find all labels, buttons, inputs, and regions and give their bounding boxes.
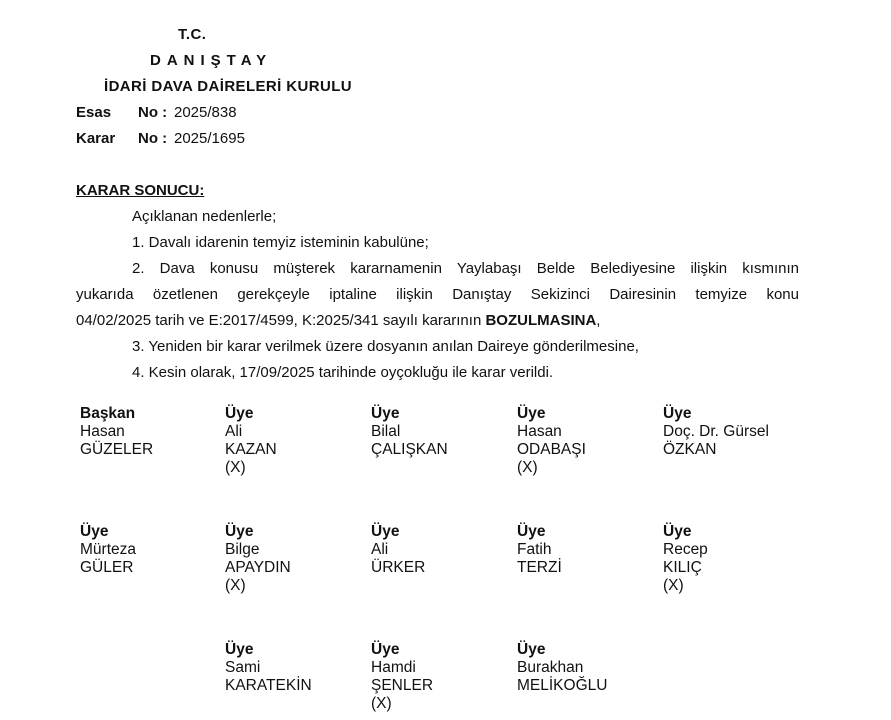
signature-last-name: ÜRKER	[371, 559, 426, 576]
signature-7	[371, 523, 425, 577]
result-heading: KARAR SONUCU:	[76, 182, 205, 199]
signature-10	[225, 641, 312, 695]
signature-last-name: ODABAŞI	[517, 441, 586, 458]
result-item-2-line-3: 04/02/2025 tarih ve E:2017/4599, K:2025/341 sayılı kararının BOZULMASINA,	[76, 312, 601, 329]
signature-5	[80, 523, 136, 577]
signature-role: Üye	[225, 641, 254, 658]
dissent-mark: (X)	[371, 695, 392, 712]
signature-last-name: MELİKOĞLU	[517, 677, 608, 694]
signature-last-name: APAYDIN	[225, 559, 291, 576]
signature-0	[80, 405, 153, 459]
dissent-mark: (X)	[517, 459, 538, 476]
header-court-name: DANIŞTAY	[150, 52, 273, 69]
result-item-4: 4. Kesin olarak, 17/09/2025 tarihinde oyçokluğu ile karar verildi.	[132, 364, 554, 381]
result-item-2-line-1: 2. Dava konusu müşterek kararnamenin Yaylabaşı Belde Belediyesine ilişkin kısmının	[132, 260, 799, 277]
signature-last-name: KAZAN	[225, 441, 277, 458]
karar-label: Karar	[76, 130, 116, 147]
dissent-mark: (X)	[225, 459, 246, 476]
dissent-mark: (X)	[225, 577, 246, 594]
karar-number: 2025/1695	[174, 130, 245, 147]
signature-first-name: Fatih	[517, 541, 552, 558]
signature-role: Üye	[663, 523, 692, 540]
signature-9	[663, 523, 708, 595]
signature-8	[517, 523, 562, 577]
signature-role: Üye	[371, 523, 400, 540]
esas-no-label: No :	[138, 104, 168, 121]
signature-role: Başkan	[80, 405, 136, 422]
signature-first-name: Recep	[663, 541, 708, 558]
signature-last-name: GÜLER	[80, 559, 134, 576]
signature-first-name: Ali	[371, 541, 389, 558]
result-intro: Açıklanan nedenlerle;	[132, 208, 277, 225]
signature-first-name: Bilge	[225, 541, 260, 558]
signature-first-name: Bilal	[371, 423, 401, 440]
signature-first-name: Hamdi	[371, 659, 416, 676]
result-item-3: 3. Yeniden bir karar verilmek üzere dosyanın anılan Daireye gönderilmesine,	[132, 338, 639, 355]
signature-last-name: ŞENLER	[371, 677, 434, 694]
signature-role: Üye	[225, 405, 254, 422]
signature-2	[371, 405, 448, 459]
signature-first-name: Burakhan	[517, 659, 584, 676]
karar-no-label: No :	[138, 130, 168, 147]
signature-1	[225, 405, 277, 477]
signature-last-name: ÖZKAN	[663, 441, 717, 458]
signature-role: Üye	[517, 405, 546, 422]
signature-last-name: KARATEKİN	[225, 677, 312, 694]
signature-first-name: Hasan	[517, 423, 562, 440]
signature-4	[663, 405, 769, 459]
signature-role: Üye	[663, 405, 692, 422]
signature-last-name: GÜZELER	[80, 441, 154, 458]
signature-12	[517, 641, 607, 695]
esas-number: 2025/838	[174, 104, 237, 121]
dissent-mark: (X)	[663, 577, 684, 594]
signature-first-name: Doç. Dr. Gürsel	[663, 423, 769, 440]
bozulmasina-emphasis: BOZULMASINA	[485, 312, 597, 329]
esas-label: Esas	[76, 104, 112, 121]
signature-role: Üye	[225, 523, 254, 540]
signature-6	[225, 523, 291, 595]
header-tc: T.C.	[178, 26, 207, 43]
signature-role: Üye	[517, 523, 546, 540]
signature-last-name: TERZİ	[517, 559, 562, 576]
signature-last-name: ÇALIŞKAN	[371, 441, 448, 458]
result-item-1: 1. Davalı idarenin temyiz isteminin kabulüne;	[132, 234, 429, 251]
signature-first-name: Mürteza	[80, 541, 136, 558]
header-chamber: İDARİ DAVA DAİRELERİ KURULU	[104, 78, 353, 95]
signature-first-name: Sami	[225, 659, 261, 676]
result-item-2-line-2: yukarıda özetlenen gerekçeyle iptaline ilişkin Danıştay Sekizinci Dairesinin temyize konu	[76, 286, 799, 303]
signature-last-name: KILIÇ	[663, 559, 702, 576]
signature-role: Üye	[80, 523, 109, 540]
signature-role: Üye	[371, 405, 400, 422]
signature-role: Üye	[517, 641, 546, 658]
signature-3	[517, 405, 586, 477]
signature-first-name: Ali	[225, 423, 243, 440]
signature-role: Üye	[371, 641, 400, 658]
signature-first-name: Hasan	[80, 423, 125, 440]
signature-11	[371, 641, 433, 713]
